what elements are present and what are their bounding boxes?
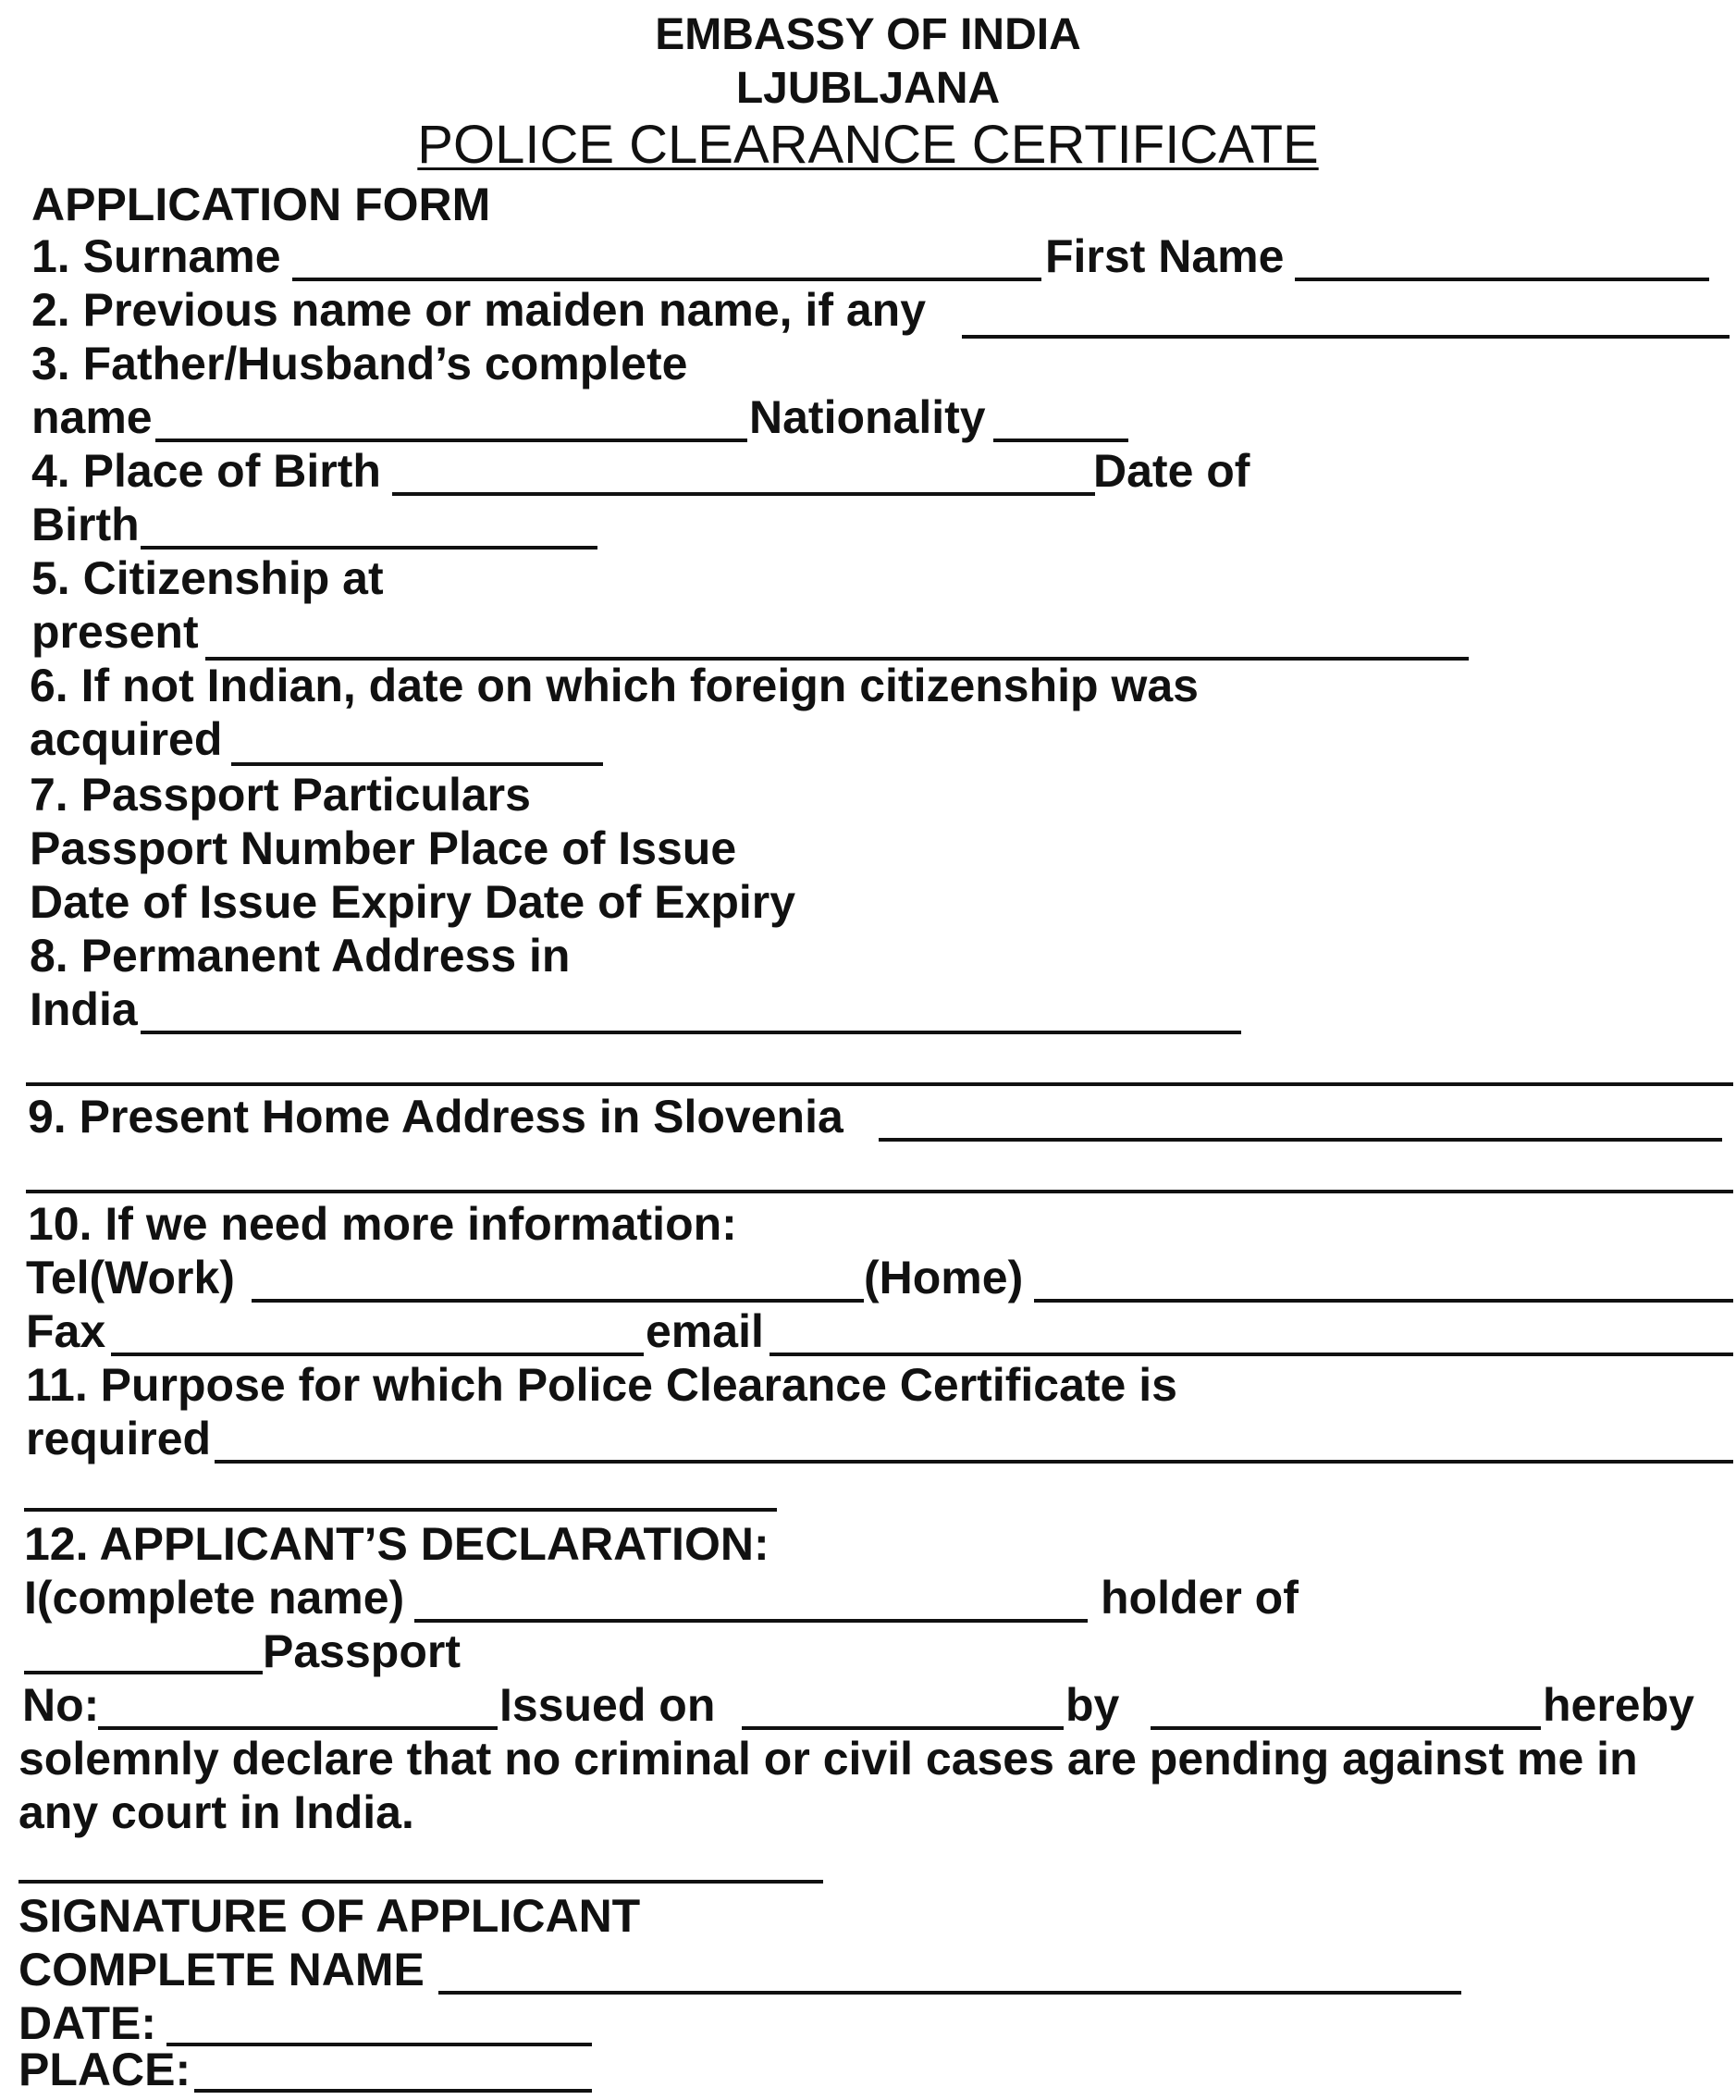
declarant-name-label: I(complete name) [24, 1572, 405, 1624]
embassy-name: EMBASSY OF INDIA [655, 10, 1081, 59]
q8-row [0, 983, 1736, 1040]
place-field[interactable] [194, 2089, 592, 2093]
place-row [0, 2046, 1736, 2100]
issued-on-label: Issued on [499, 1679, 716, 1731]
q11-row [0, 1415, 1736, 1469]
declarant-name-field[interactable] [414, 1619, 1088, 1623]
acquired-label: acquired [30, 713, 223, 765]
q10-tel-row [0, 1254, 1736, 1308]
q10-fax-row [0, 1305, 1736, 1362]
slovenia-address-field[interactable] [879, 1138, 1722, 1142]
purpose-label: required [26, 1413, 212, 1464]
tel-work-field[interactable] [252, 1299, 864, 1303]
q12-no-row [0, 1679, 1736, 1736]
q2-row [0, 284, 1736, 340]
by-label: by [1065, 1679, 1120, 1731]
tel-work-label: Tel(Work) [26, 1252, 235, 1303]
q1-row [0, 230, 1736, 287]
fax-label: Fax [26, 1305, 106, 1357]
q4-birth-row [0, 501, 1736, 555]
nationality-label: Nationality [749, 391, 986, 443]
place-of-birth-label: 4. Place of Birth [31, 445, 381, 497]
home-label: (Home) [864, 1252, 1024, 1303]
passport-type-field[interactable] [24, 1671, 263, 1674]
previous-name-field[interactable] [962, 335, 1730, 339]
q5-row [0, 606, 1736, 662]
date-of-birth-label: Birth [31, 499, 140, 550]
slovenia-address-field-2[interactable] [26, 1190, 1733, 1193]
citizenship-label: present [31, 606, 199, 658]
signature-field[interactable] [18, 1880, 823, 1884]
date-of-label: Date of [1093, 445, 1250, 497]
document-title: POLICE CLEARANCE CERTIFICATE [417, 115, 1319, 175]
india-address-label: India [30, 983, 138, 1035]
q6-row [0, 713, 1736, 770]
first-name-label: First Name [1045, 230, 1285, 282]
q9-row [0, 1093, 1736, 1147]
place-label: PLACE: [18, 2044, 191, 2095]
passport-no-field[interactable] [98, 1726, 498, 1730]
email-field[interactable] [770, 1353, 1733, 1356]
complete-name-field[interactable] [438, 1991, 1461, 1995]
q12-name-row [0, 1572, 1736, 1628]
india-address-field[interactable] [141, 1031, 1241, 1034]
father-name-label: name [31, 391, 153, 443]
acquired-field[interactable] [231, 762, 603, 766]
date-label: DATE: [18, 1997, 157, 2049]
q4-row [0, 445, 1736, 501]
purpose-field-2[interactable] [24, 1508, 777, 1512]
holder-of-label: holder of [1101, 1572, 1299, 1624]
surname-label: 1. Surname [31, 230, 281, 282]
india-address-field-2[interactable] [26, 1082, 1733, 1086]
q3-row [0, 391, 1736, 448]
slovenia-address-label: 9. Present Home Address in Slovenia [28, 1091, 843, 1143]
q12-passport-row [0, 1625, 1736, 1682]
tel-home-field[interactable] [1034, 1299, 1733, 1303]
issued-by-field[interactable] [1151, 1726, 1541, 1730]
issued-on-field[interactable] [742, 1726, 1064, 1730]
first-name-field[interactable] [1295, 278, 1709, 281]
surname-field[interactable] [292, 278, 1041, 281]
father-name-field[interactable] [155, 439, 747, 442]
fax-field[interactable] [111, 1353, 644, 1356]
complete-name-label: COMPLETE NAME [18, 1944, 425, 1995]
passport-label: Passport [263, 1625, 461, 1677]
passport-no-label: No: [22, 1679, 100, 1731]
previous-name-label: 2. Previous name or maiden name, if any [31, 284, 927, 336]
complete-name-row [0, 1946, 1736, 2000]
date-of-birth-field[interactable] [141, 546, 597, 550]
embassy-city: LJUBLJANA [735, 64, 1001, 113]
nationality-field[interactable] [993, 439, 1128, 442]
hereby-label: hereby [1543, 1679, 1694, 1731]
place-of-birth-field[interactable] [392, 492, 1095, 496]
email-label: email [646, 1305, 764, 1357]
purpose-field[interactable] [215, 1460, 1733, 1464]
